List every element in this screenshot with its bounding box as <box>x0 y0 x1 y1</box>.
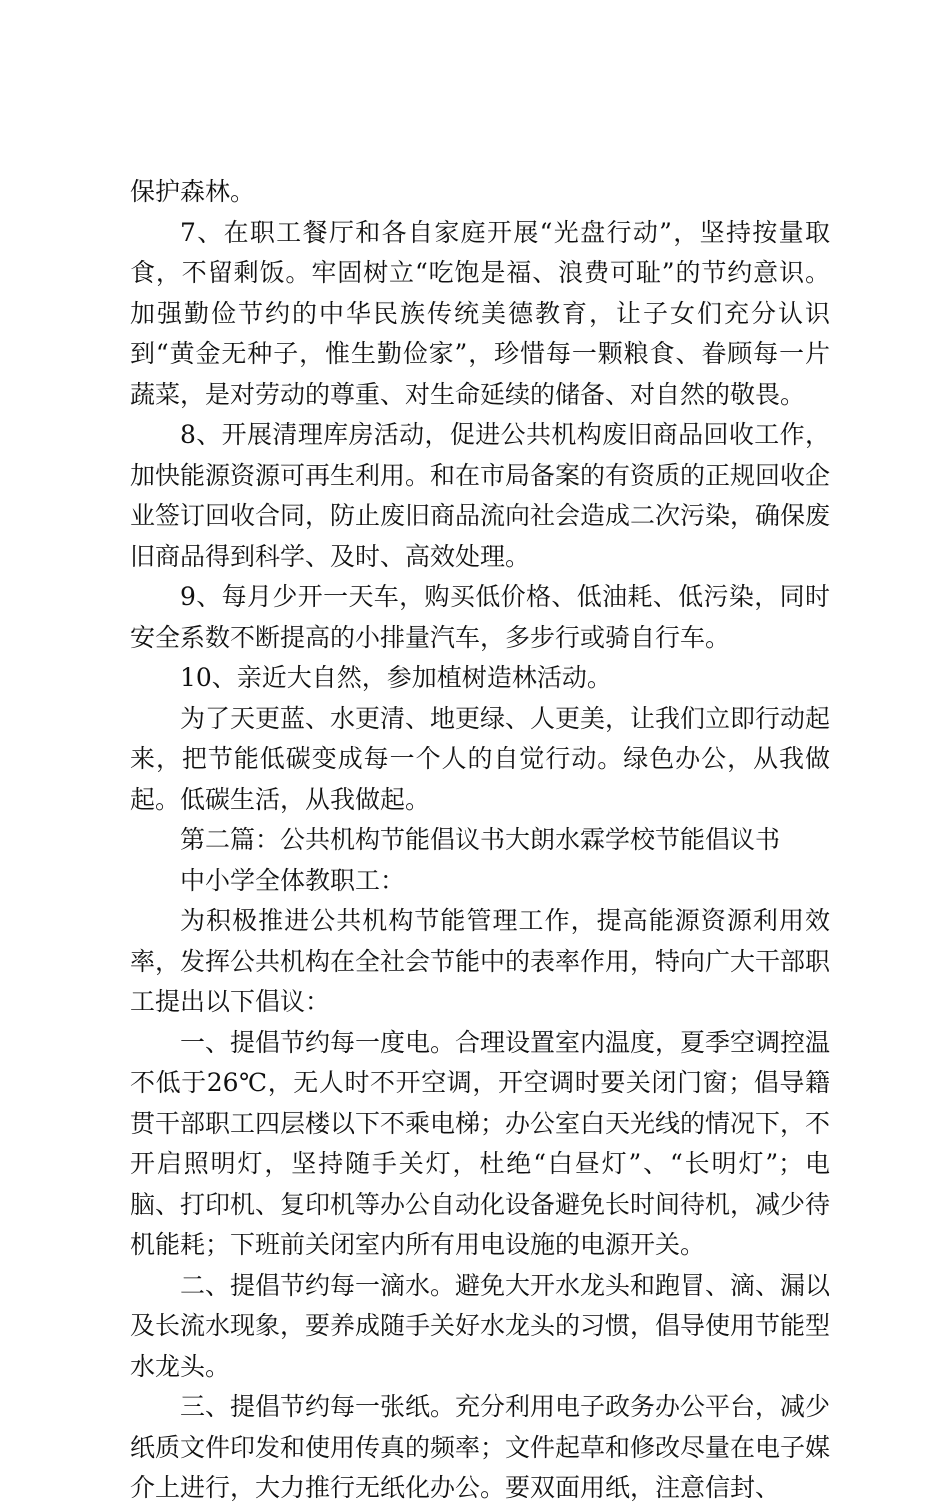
paragraph: 9、每月少开一天车，购买低价格、低油耗、低污染，同时安全系数不断提高的小排量汽车，多步行或骑自行车。 <box>130 582 830 652</box>
paragraph: 二、提倡节约每一滴水。避免大开水龙头和跑冒、滴、漏以及长流水现象，要养成随手关好水龙头的习惯，倡导使用节能型水龙头。 <box>130 1270 831 1381</box>
paragraph: 保护森林。 <box>130 177 256 206</box>
document-body <box>130 172 830 1509</box>
salutation: 中小学全体教职工： <box>180 865 406 895</box>
paragraph: 10、亲近大自然，参加植树造林活动。 <box>180 663 612 692</box>
paragraph: 一、提倡节约每一度电。合理设置室内温度，夏季空调控温不低于26℃，无人时不开空调，开空调时要关闭门窗；倡导籍贯干部职工四层楼以下不乘电梯；办公室白天光线的情况下，不开启照明灯，坚持随手关灯，杜绝“白昼灯”、“长明灯”；电脑、打印机、复印机等办公自动化设备避免长时间待机，减少待机能耗；下班前关闭室内所有用电设施的电源开关。 <box>130 1027 831 1259</box>
paragraph: 三、提倡节约每一张纸。充分利用电子政务办公平台，减少纸质文件印发和使用传真的频率；文件起草和修改尽量在电子媒介上进行，大力推行无纸化办公。要双面用纸，注意信封、 <box>130 1392 831 1502</box>
section-heading: 第二篇：公共机构节能倡议书大朗水霖学校节能倡议书 <box>180 825 781 854</box>
paragraph: 7、在职工餐厅和各自家庭开展“光盘行动”，坚持按量取食，不留剩饭。牢固树立“吃饱是福、浪费可耻”的节约意识。加强勤俭节约的中华民族传统美德教育，让子女们充分认识到“黄金无种子，惟生勤俭家”，珍惜每一颗粮食、眷顾每一片蔬菜，是对劳动的尊重、对生命延续的储备、对自然的敬畏。 <box>130 217 830 409</box>
paragraph: 8、开展清理库房活动，促进公共机构废旧商品回收工作，加快能源资源可再生利用。和在市局备案的有资质的正规回收企业签订回收合同，防止废旧商品流向社会造成二次污染，确保废旧商品得到科学、及时、高效处理。 <box>130 420 831 571</box>
paragraph: 为了天更蓝、水更清、地更绿、人更美，让我们立即行动起来，把节能低碳变成每一个人的自觉行动。绿色办公，从我做起。低碳生活，从我做起。 <box>130 703 831 814</box>
paragraph: 为积极推进公共机构节能管理工作，提高能源资源利用效率，发挥公共机构在全社会节能中的表率作用，特向广大干部职工提出以下倡议： <box>130 906 831 1016</box>
